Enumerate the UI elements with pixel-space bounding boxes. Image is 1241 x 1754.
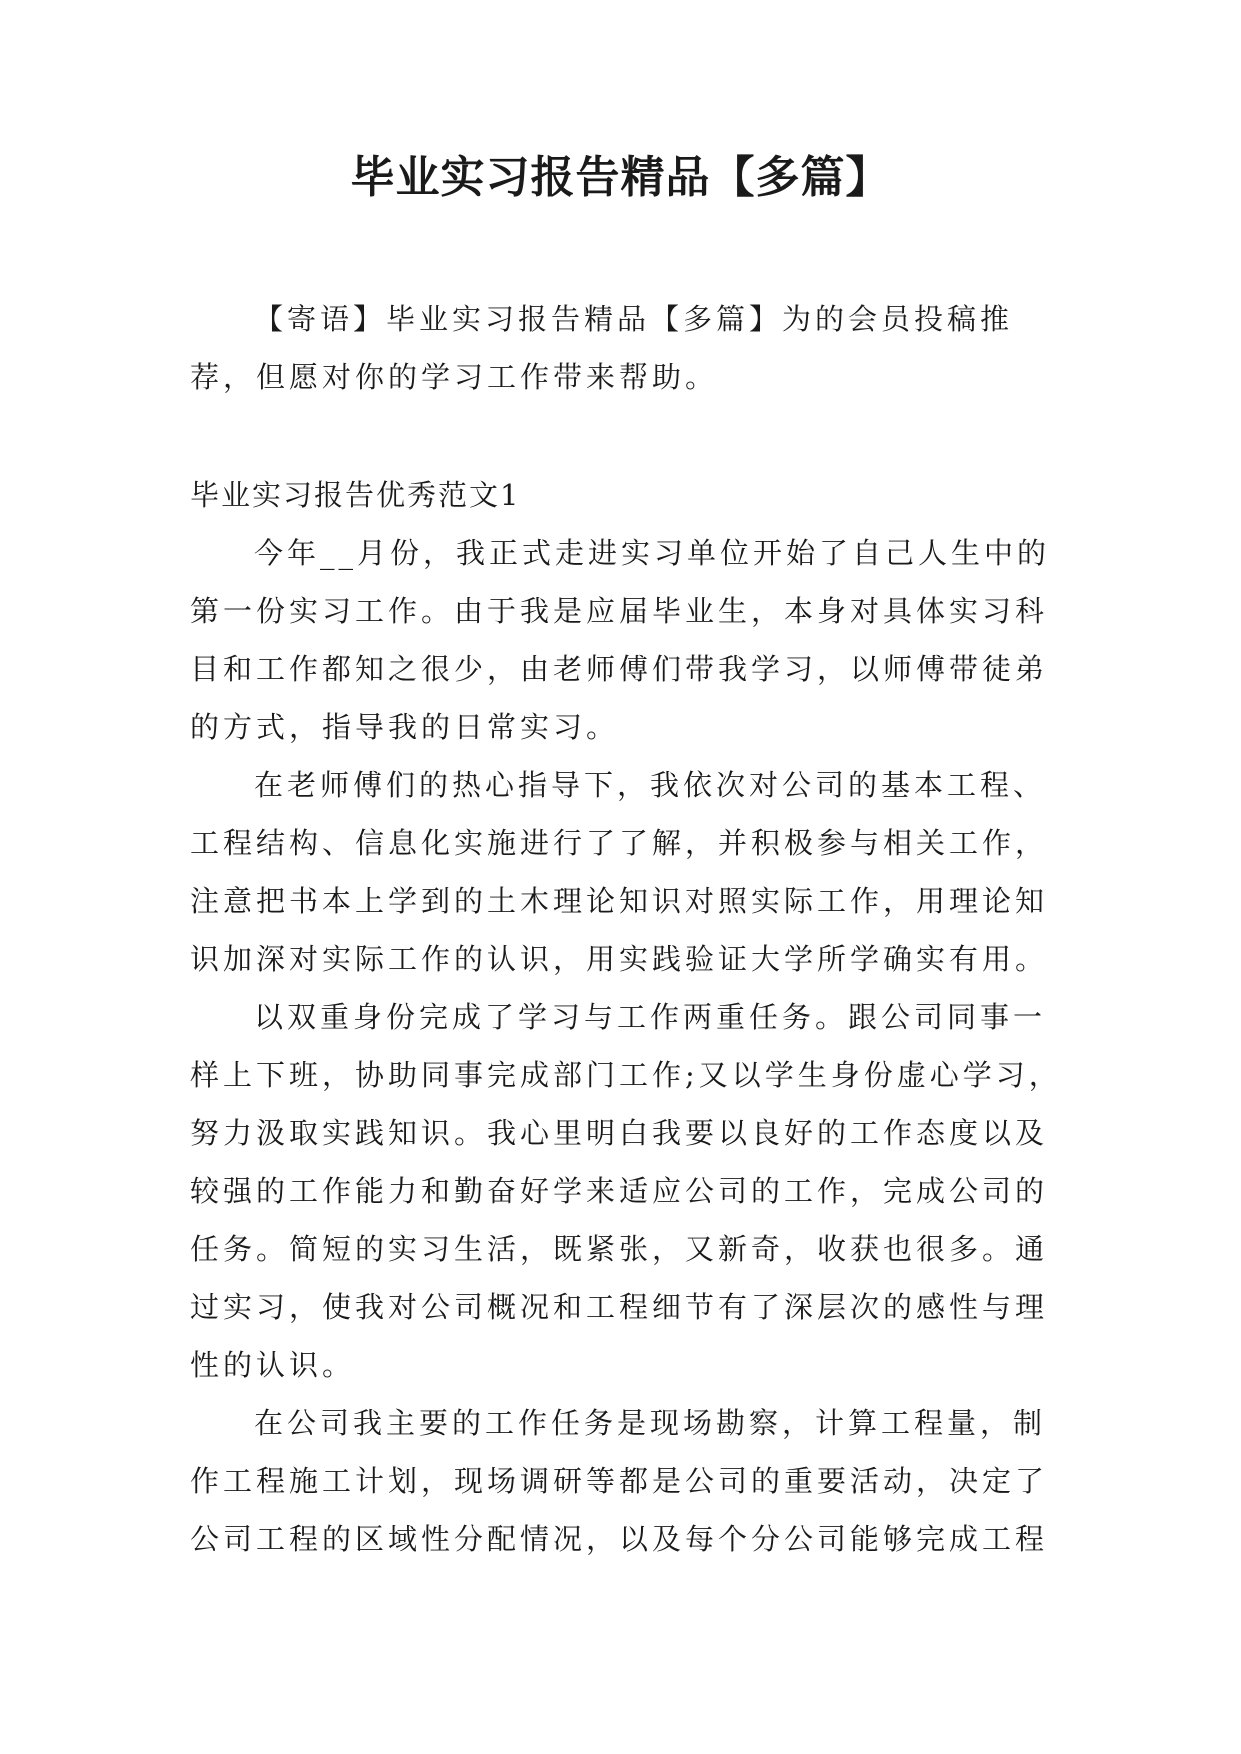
intro-text: 【寄语】毕业实习报告精品【多篇】为的会员投稿推荐，但愿对你的学习工作带来帮助。 (190, 302, 1014, 394)
body-paragraph-2: 在老师傅们的热心指导下，我依次对公司的基本工程、工程结构、信息化实施进行了了解，并积极参与相关工作，注意把书本上学到的土木理论知识对照实际工作，用理论知识加深对实际工作的认识，用实践验证大学所学确实有用。 (190, 768, 1049, 976)
document-body (190, 524, 1070, 1568)
section-heading: 毕业实习报告优秀范文1 (190, 478, 521, 512)
body-paragraph-1: 今年__月份，我正式走进实习单位开始了自己人生中的第一份实习工作。由于我是应届毕业生，本身对具体实习科目和工作都知之很少，由老师傅们带我学习，以师傅带徒弟的方式，指导我的日常实习。 (190, 536, 1051, 744)
document-title: 毕业实习报告精品【多篇】 (350, 152, 891, 203)
intro-paragraph (190, 290, 1070, 406)
body-paragraph-4: 在公司我主要的工作任务是现场勘察，计算工程量，制作工程施工计划，现场调研等都是公司的重要活动，决定了公司工程的区域性分配情况，以及每个分公司能够完成工程 (190, 1406, 1049, 1556)
body-paragraph-3: 以双重身份完成了学习与工作两重任务。跟公司同事一样上下班，协助同事完成部门工作;又以学生身份虚心学习，努力汲取实践知识。我心里明白我要以良好的工作态度以及较强的工作能力和勤奋好学来适应公司的工作，完成公司的任务。简短的实习生活，既紧张，又新奇，收获也很多。通过实习，使我对公司概况和工程细节有了深层次的感性与理性的认识。 (190, 1000, 1062, 1382)
